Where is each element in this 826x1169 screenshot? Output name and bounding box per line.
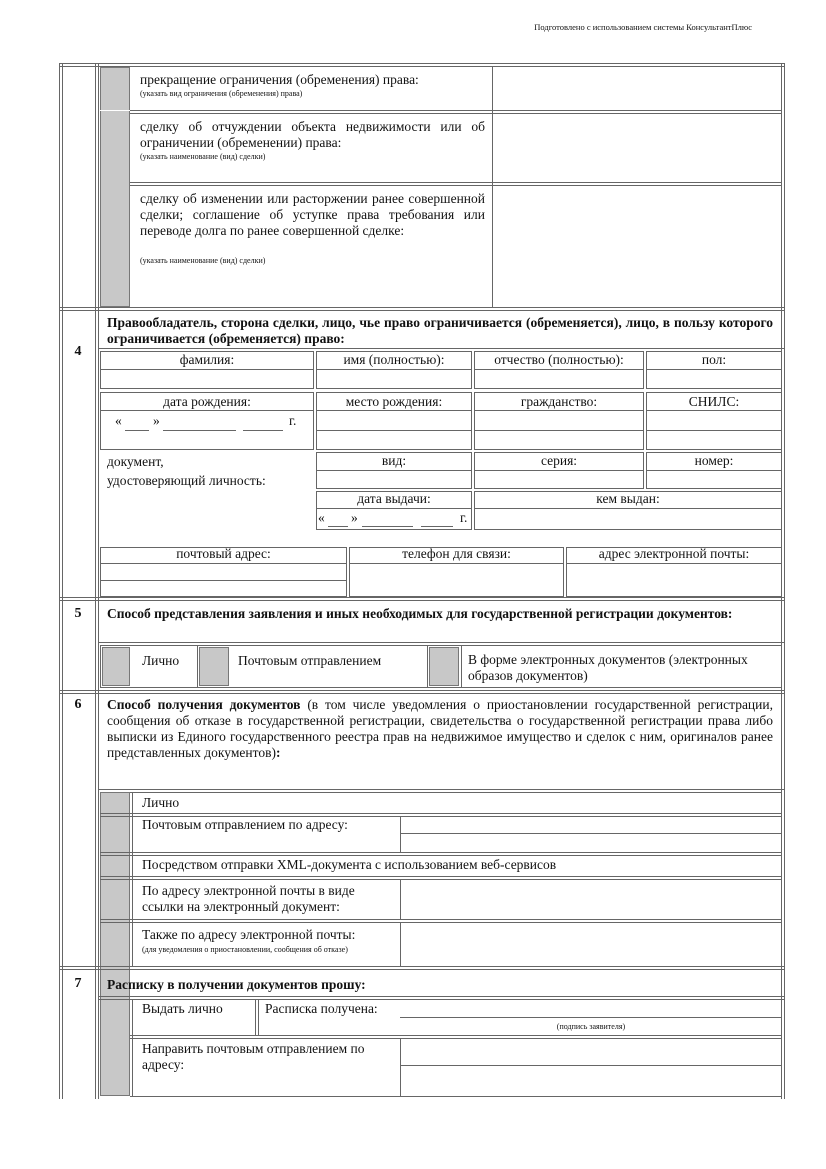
section-6-title-bold: Способ получения документов: [107, 697, 301, 712]
termination-restriction-note: (указать вид ограничения (обременения) права): [140, 89, 303, 98]
section-6-title-colon: :: [275, 745, 281, 760]
issue-date-quote-open: «: [318, 510, 325, 525]
submit-electronic-label: В форме электронных документов (электронных образов документов): [468, 652, 748, 683]
receipt-in-person-label: Выдать лично: [142, 1001, 223, 1016]
postal-address-label: почтовый адрес:: [176, 546, 271, 561]
patronymic-label: отчество (полностью):: [494, 352, 624, 367]
receive-xml-label: Посредством отправки XML-документа с использованием веб-сервисов: [142, 857, 557, 872]
receive-email-link-field[interactable]: [402, 880, 782, 918]
submit-in-person-label: Лично: [142, 653, 180, 668]
checkbox-column: [100, 67, 130, 307]
section-4-title: Правообладатель, сторона сделки, лицо, чье право ограничивается (обременяется), лицо, в пользу которого ограничивается (обременяется) право:: [107, 315, 773, 346]
termination-restriction-label: прекращение ограничения (обременения) права:: [140, 72, 419, 87]
also-email-label: Также по адресу электронной почты:: [142, 927, 356, 942]
citizenship-label: гражданство:: [520, 394, 598, 409]
birth-date-quote-close: »: [153, 413, 160, 428]
termination-restriction-field[interactable]: [494, 67, 781, 109]
also-email-note: (для уведомления о приостановлении, сообщения об отказе): [142, 945, 348, 954]
receive-checkbox-column: [100, 792, 130, 1096]
birth-date-year: г.: [289, 413, 297, 428]
birth-place-label: место рождения:: [345, 394, 443, 409]
receipt-post-address-field[interactable]: [402, 1039, 782, 1095]
receipt-received-label: Расписка получена:: [265, 1001, 378, 1016]
signature-note: (подпись заявителя): [556, 1022, 626, 1031]
also-email-field[interactable]: [402, 923, 782, 965]
receipt-by-post-label: Направить почтовым отправлением по адресу:: [142, 1041, 365, 1072]
birth-date-quote-open: «: [115, 413, 122, 428]
issue-date-year: г.: [460, 510, 468, 525]
submit-in-person-checkbox[interactable]: [102, 647, 130, 686]
issue-date-label: дата выдачи:: [357, 491, 431, 506]
deal-change-label: сделку об изменении или расторжении ранее совершенной сделки; соглашение об уступке права требования или переводе долга по ранее совершенной сделке:: [140, 191, 485, 238]
phone-label: телефон для связи:: [402, 546, 511, 561]
section-5-title: Способ представления заявления и иных необходимых для государственной регистрации документов:: [107, 606, 733, 621]
issue-date-quote-close: »: [351, 510, 358, 525]
submit-by-post-checkbox[interactable]: [199, 647, 229, 686]
id-document-label-2: удостоверяющий личность:: [107, 473, 266, 488]
section-6-title-rest: (в том числе уведомления о приостановлении государственной регистрации, сообщения об отказе в государственной регистрации, свидетельства о государственной регистрации права либо выписки из Единого государственного реестра прав на недвижимое имущество и сделок с ним, оригиналов ранее представленных документов): [107, 697, 773, 760]
deal-change-field[interactable]: [494, 186, 781, 306]
sex-label: пол:: [701, 352, 727, 367]
snils-label: СНИЛС:: [688, 394, 740, 409]
receive-in-person-label: Лично: [142, 795, 180, 810]
receive-post-address-field[interactable]: [402, 817, 782, 851]
issued-by-label: кем выдан:: [596, 491, 660, 506]
doc-number-label: номер:: [694, 453, 734, 468]
applicant-signature-field[interactable]: [402, 1000, 782, 1016]
deal-change-note: (указать наименование (вид) сделки): [140, 256, 266, 265]
frame-left: [59, 63, 60, 1099]
section-6-title: [107, 697, 773, 761]
consultant-header: Подготовлено с использованием системы КонсультантПлюс: [534, 22, 752, 32]
name-label: имя (полностью):: [343, 352, 445, 367]
section-6-number: 6: [74, 697, 82, 712]
submit-by-post-label: Почтовым отправлением: [238, 653, 382, 668]
alienation-deal-field[interactable]: [494, 114, 781, 181]
section-4-number: 4: [74, 344, 82, 359]
doc-kind-label: вид:: [381, 453, 407, 468]
birth-date-label: дата рождения:: [163, 394, 251, 409]
receive-email-link-label: По адресу электронной почты в виде ссылки на электронный документ:: [142, 883, 355, 914]
section-5-number: 5: [74, 606, 82, 621]
section-7-number: 7: [74, 976, 82, 991]
section-7-title: Расписку в получении документов прошу:: [107, 977, 366, 992]
alienation-deal-label: сделку об отчуждении объекта недвижимости или об ограничении (обременении) права:: [140, 119, 485, 150]
receive-by-post-label: Почтовым отправлением по адресу:: [142, 817, 348, 832]
surname-label: фамилия:: [179, 352, 235, 367]
alienation-deal-note: (указать наименование (вид) сделки): [140, 152, 266, 161]
email-label: адрес электронной почты:: [598, 546, 750, 561]
id-document-label-1: документ,: [107, 454, 164, 469]
submit-electronic-checkbox[interactable]: [429, 647, 459, 686]
doc-series-label: серия:: [540, 453, 578, 468]
